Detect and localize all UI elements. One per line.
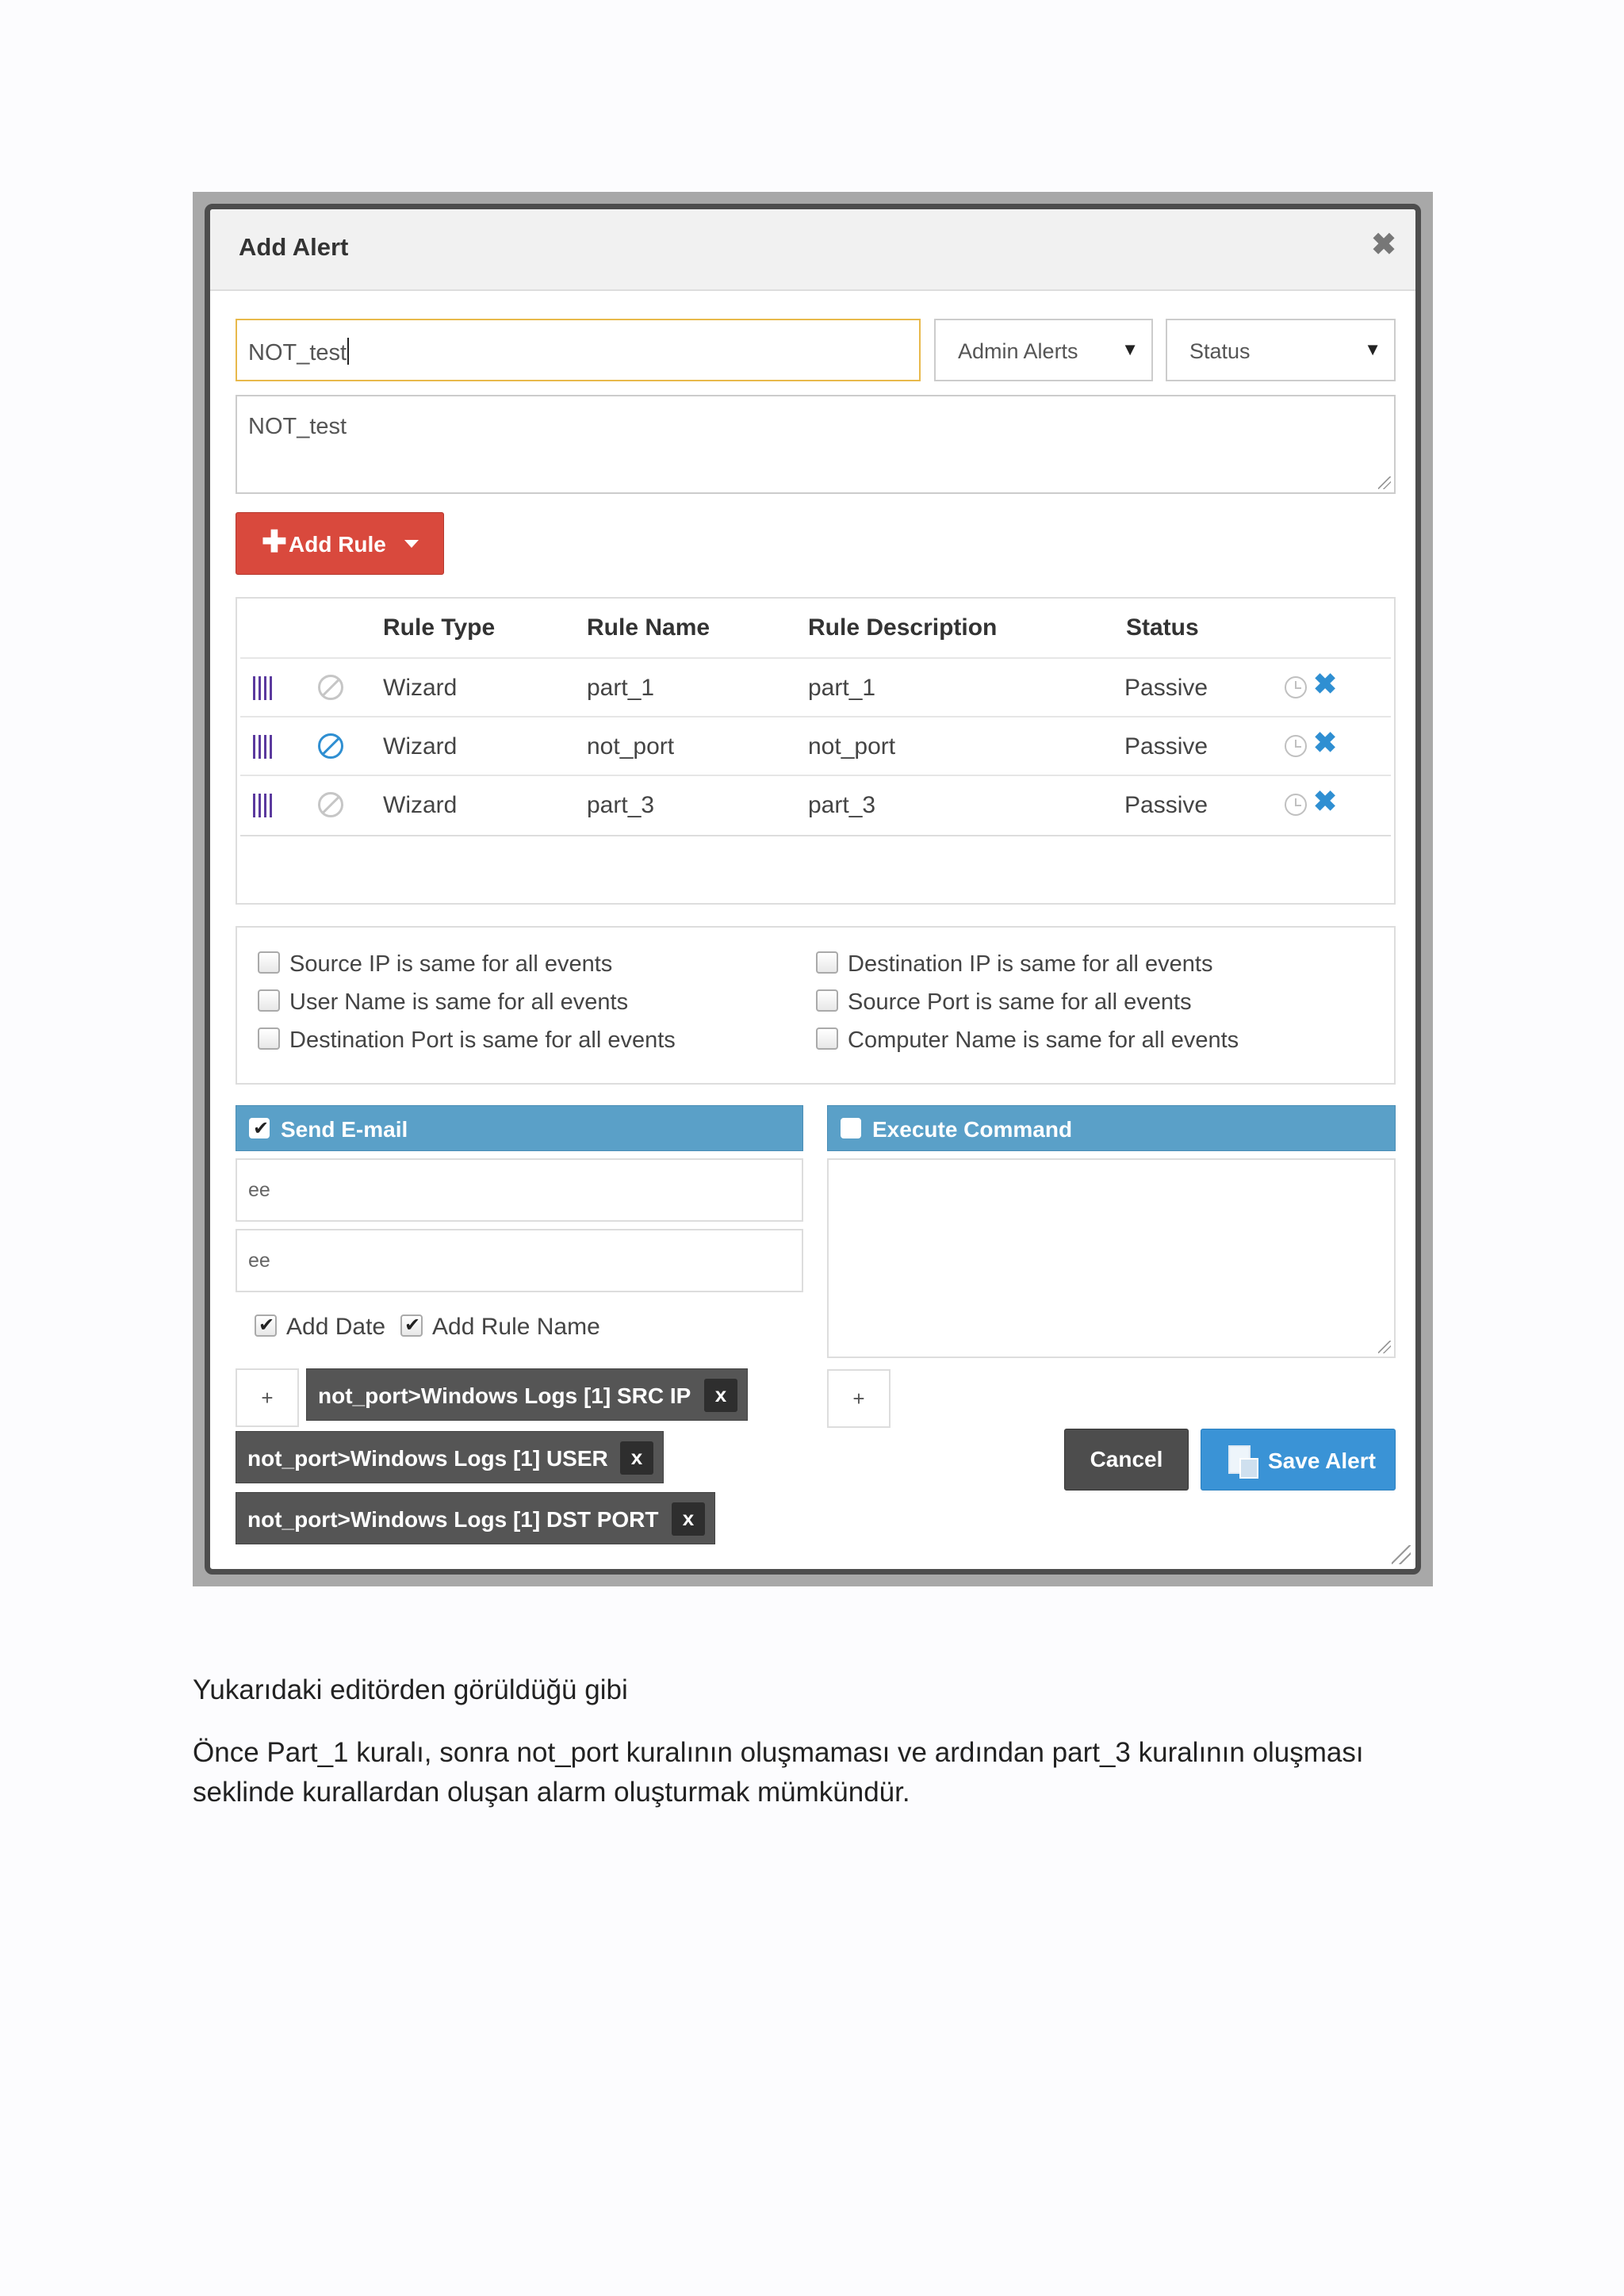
add-rule-name-option[interactable] bbox=[400, 1314, 600, 1341]
description-textarea[interactable] bbox=[236, 395, 1396, 494]
header-status: Status bbox=[1126, 614, 1199, 641]
add-field-button[interactable]: + bbox=[236, 1368, 299, 1427]
rules-table bbox=[236, 597, 1396, 905]
option-label: User Name is same for all events bbox=[289, 989, 629, 1015]
option-destination-ip[interactable] bbox=[816, 951, 1212, 978]
remove-tag-button[interactable]: x bbox=[672, 1502, 705, 1536]
resize-grip-icon[interactable] bbox=[1378, 476, 1391, 489]
field-tag bbox=[236, 1492, 715, 1544]
field-tag bbox=[306, 1368, 748, 1421]
option-source-port[interactable] bbox=[816, 989, 1192, 1016]
clock-icon[interactable] bbox=[1285, 676, 1307, 698]
remove-rule-icon[interactable]: ✖ bbox=[1313, 785, 1338, 817]
add-command-field-button[interactable]: + bbox=[827, 1369, 891, 1428]
table-row bbox=[240, 716, 1391, 775]
negate-toggle-icon[interactable] bbox=[318, 792, 343, 817]
correlation-options bbox=[236, 926, 1396, 1085]
clock-icon[interactable] bbox=[1285, 735, 1307, 757]
save-document-icon bbox=[1228, 1445, 1251, 1474]
option-label: Computer Name is same for all events bbox=[848, 1027, 1239, 1053]
rule-status-cell: Passive bbox=[1124, 675, 1208, 701]
rule-description-cell: part_1 bbox=[808, 675, 876, 701]
save-alert-button[interactable] bbox=[1201, 1429, 1396, 1490]
category-select[interactable] bbox=[934, 319, 1153, 381]
option-source-ip[interactable] bbox=[258, 951, 612, 978]
checkbox[interactable] bbox=[816, 989, 838, 1012]
status-select[interactable] bbox=[1166, 319, 1396, 381]
execute-command-label: Execute Command bbox=[872, 1117, 1073, 1142]
remove-rule-icon[interactable]: ✖ bbox=[1313, 668, 1338, 700]
header-rule-description: Rule Description bbox=[808, 614, 998, 641]
remove-tag-button[interactable]: x bbox=[704, 1379, 737, 1412]
option-user-name[interactable] bbox=[258, 989, 628, 1016]
rules-table-body bbox=[240, 599, 1391, 836]
clock-icon[interactable] bbox=[1285, 794, 1307, 816]
drag-handle-icon[interactable] bbox=[253, 735, 275, 759]
field-tag bbox=[236, 1431, 664, 1483]
add-rule-button[interactable] bbox=[236, 512, 444, 575]
description-value: NOT_test bbox=[248, 414, 347, 439]
option-label: Destination IP is same for all events bbox=[848, 951, 1213, 977]
dropdown-arrow-icon: ▼ bbox=[1364, 339, 1381, 359]
rule-type-cell: Wizard bbox=[383, 733, 458, 760]
option-label: Source Port is same for all events bbox=[848, 989, 1192, 1015]
rule-name-cell: part_1 bbox=[587, 675, 655, 701]
save-alert-label: Save Alert bbox=[1268, 1448, 1376, 1473]
option-computer-name[interactable] bbox=[816, 1027, 1239, 1054]
cancel-button[interactable]: Cancel bbox=[1064, 1429, 1189, 1490]
remove-rule-icon[interactable]: ✖ bbox=[1313, 726, 1338, 759]
execute-command-header[interactable] bbox=[827, 1105, 1396, 1151]
checkbox[interactable] bbox=[816, 1027, 838, 1050]
checkbox[interactable] bbox=[400, 1314, 423, 1337]
option-label: Source IP is same for all events bbox=[289, 951, 613, 977]
alert-name-value: NOT_test bbox=[248, 340, 347, 365]
email-subject-value: ee bbox=[248, 1249, 270, 1272]
rule-description-cell: part_3 bbox=[808, 792, 876, 818]
option-label: Destination Port is same for all events bbox=[289, 1027, 676, 1053]
plus-icon: ✚ bbox=[262, 526, 287, 559]
remove-tag-button[interactable]: x bbox=[620, 1441, 653, 1475]
header-rule-name: Rule Name bbox=[587, 614, 710, 641]
table-row bbox=[240, 775, 1391, 833]
command-textarea[interactable] bbox=[827, 1158, 1396, 1358]
option-destination-port[interactable] bbox=[258, 1027, 676, 1054]
dialog-header bbox=[210, 209, 1415, 291]
email-subject-input[interactable] bbox=[236, 1229, 803, 1292]
rule-name-cell: part_3 bbox=[587, 792, 655, 818]
negate-toggle-icon[interactable] bbox=[318, 733, 343, 759]
send-email-checkbox[interactable] bbox=[249, 1118, 270, 1138]
checkbox[interactable] bbox=[258, 951, 280, 974]
add-date-option[interactable] bbox=[255, 1314, 385, 1341]
screenshot-frame bbox=[193, 192, 1433, 1586]
checkbox[interactable] bbox=[816, 951, 838, 974]
email-recipient-input[interactable] bbox=[236, 1158, 803, 1222]
caret-down-icon bbox=[404, 540, 419, 548]
rule-description-cell: not_port bbox=[808, 733, 896, 760]
dropdown-arrow-icon: ▼ bbox=[1121, 339, 1139, 359]
field-tag-label: not_port>Windows Logs [1] USER bbox=[247, 1446, 608, 1471]
text-caret bbox=[347, 338, 349, 365]
document-line: Önce Part_1 kuralı, sonra not_port kuralının oluşmaması ve ardından part_3 kuralının oluşması bbox=[193, 1737, 1364, 1768]
email-recipient-value: ee bbox=[248, 1179, 270, 1201]
drag-handle-icon[interactable] bbox=[253, 676, 275, 700]
add-alert-dialog bbox=[205, 204, 1421, 1575]
dialog-title: Add Alert bbox=[239, 233, 349, 261]
rule-type-cell: Wizard bbox=[383, 792, 458, 818]
status-select-value: Status bbox=[1189, 339, 1251, 363]
rule-type-cell: Wizard bbox=[383, 675, 458, 701]
checkbox[interactable] bbox=[255, 1314, 277, 1337]
add-rule-label: Add Rule bbox=[289, 532, 386, 557]
table-row bbox=[240, 657, 1391, 716]
header-rule-type: Rule Type bbox=[383, 614, 496, 641]
field-tag-label: not_port>Windows Logs [1] DST PORT bbox=[247, 1507, 659, 1532]
drag-handle-icon[interactable] bbox=[253, 794, 275, 817]
rule-name-cell: not_port bbox=[587, 733, 675, 760]
checkbox[interactable] bbox=[258, 989, 280, 1012]
send-email-header[interactable] bbox=[236, 1105, 803, 1151]
close-icon[interactable]: ✖ bbox=[1371, 228, 1396, 262]
alert-name-input[interactable] bbox=[236, 319, 921, 381]
send-email-label: Send E-mail bbox=[281, 1117, 408, 1142]
document-line: seklinde kurallardan oluşan alarm oluşturmak mümkündür. bbox=[193, 1777, 910, 1808]
negate-toggle-icon[interactable] bbox=[318, 675, 343, 700]
document-line: Yukarıdaki editörden görüldüğü gibi bbox=[193, 1674, 628, 1705]
checkbox[interactable] bbox=[258, 1027, 280, 1050]
execute-command-checkbox[interactable] bbox=[841, 1118, 861, 1138]
add-date-label: Add Date bbox=[286, 1314, 386, 1340]
add-rule-name-label: Add Rule Name bbox=[432, 1314, 600, 1340]
category-select-value: Admin Alerts bbox=[958, 339, 1078, 363]
rule-status-cell: Passive bbox=[1124, 792, 1208, 818]
rule-status-cell: Passive bbox=[1124, 733, 1208, 760]
field-tag-label: not_port>Windows Logs [1] SRC IP bbox=[318, 1383, 691, 1408]
dialog-resize-grip-icon[interactable] bbox=[1392, 1545, 1411, 1564]
resize-grip-icon[interactable] bbox=[1378, 1341, 1391, 1353]
